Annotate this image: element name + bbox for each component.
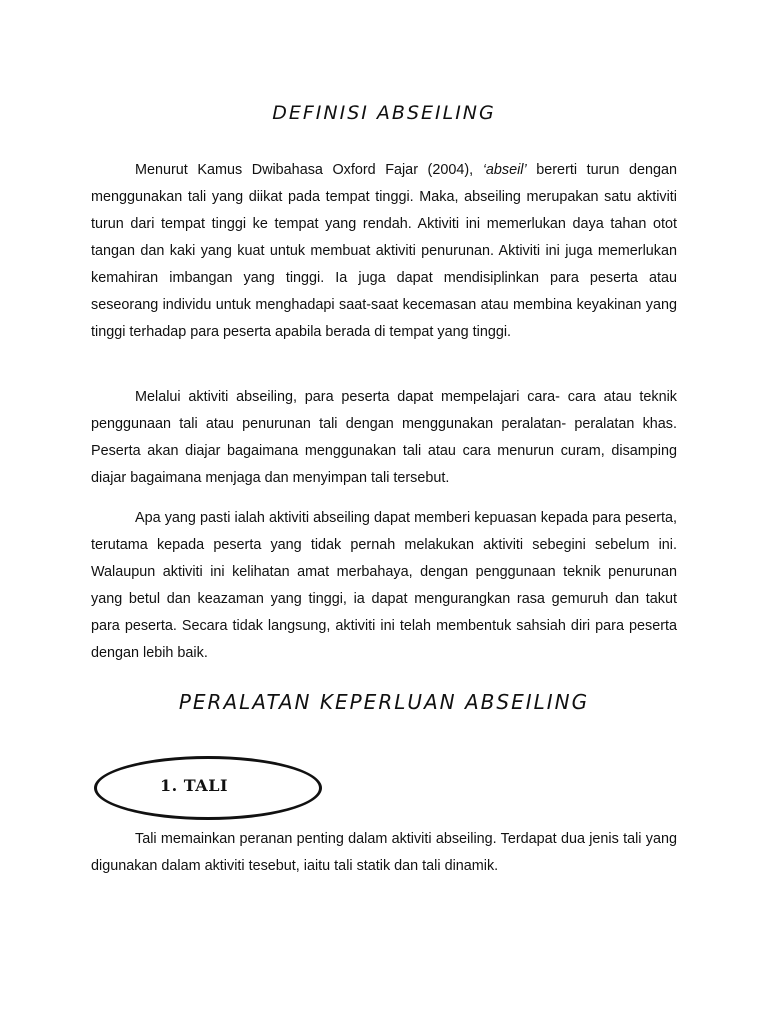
paragraph-definition: [91, 157, 677, 346]
term-abseil: ‘abseil’: [482, 162, 527, 178]
paragraph-definition-body: bererti turun dengan menggunakan tali yang diikat pada tempat tinggi. Maka, abseiling merupakan satu aktiviti turun dari tempat tinggi ke tempat yang rendah. Aktiviti ini memerlukan daya tahan otot tangan dan kaki yang kuat untuk membuat aktiviti penurunan. Aktiviti ini juga memerlukan kemahiran imbangan yang tinggi. Ia juga dapat mendisiplinkan para peserta atau seseorang individu untuk menghadapi saat-saat kecemasan atau membina keyakinan yang tinggi terhadap para peserta apabila berada di tempat yang tinggi.: [91, 162, 677, 340]
paragraph-definition-intro: Menurut Kamus Dwibahasa Oxford Fajar (2004),: [135, 162, 483, 178]
heading-peralatan-keperluan: PERALATAN KEPERLUAN ABSEILING: [178, 690, 590, 714]
section-label-tali: 1. TALI: [160, 776, 228, 795]
paragraph-benefits: Apa yang pasti ialah aktiviti abseiling dapat memberi kepuasan kepada para peserta, terutama kepada peserta yang tidak pernah melakukan aktiviti sebegini sebelum ini. Walaupun aktiviti ini kelihatan amat merbahaya, dengan penggunaan teknik penurunan yang betul dan keazaman yang tinggi, ia dapat mengurangkan rasa gemuruh dan takut para peserta. Secara tidak langsung, aktiviti ini telah membentuk sahsiah diri para peserta dengan lebih baik.: [91, 510, 677, 661]
paragraph-tali: Tali memainkan peranan penting dalam aktiviti abseiling. Terdapat dua jenis tali yang digunakan dalam aktiviti tesebut, iaitu tali statik dan tali dinamik.: [91, 831, 677, 874]
heading-definisi-abseiling: DEFINISI ABSEILING: [272, 102, 496, 124]
paragraph-techniques: Melalui aktiviti abseiling, para peserta dapat mempelajari cara- cara atau teknik penggunaan tali atau penurunan tali dengan menggunakan peralatan- peralatan khas. Peserta akan diajar bagaimana menggunakan tali atau cara menurun curam, disamping diajar bagaimana menjaga dan menyimpan tali tersebut.: [91, 389, 677, 486]
